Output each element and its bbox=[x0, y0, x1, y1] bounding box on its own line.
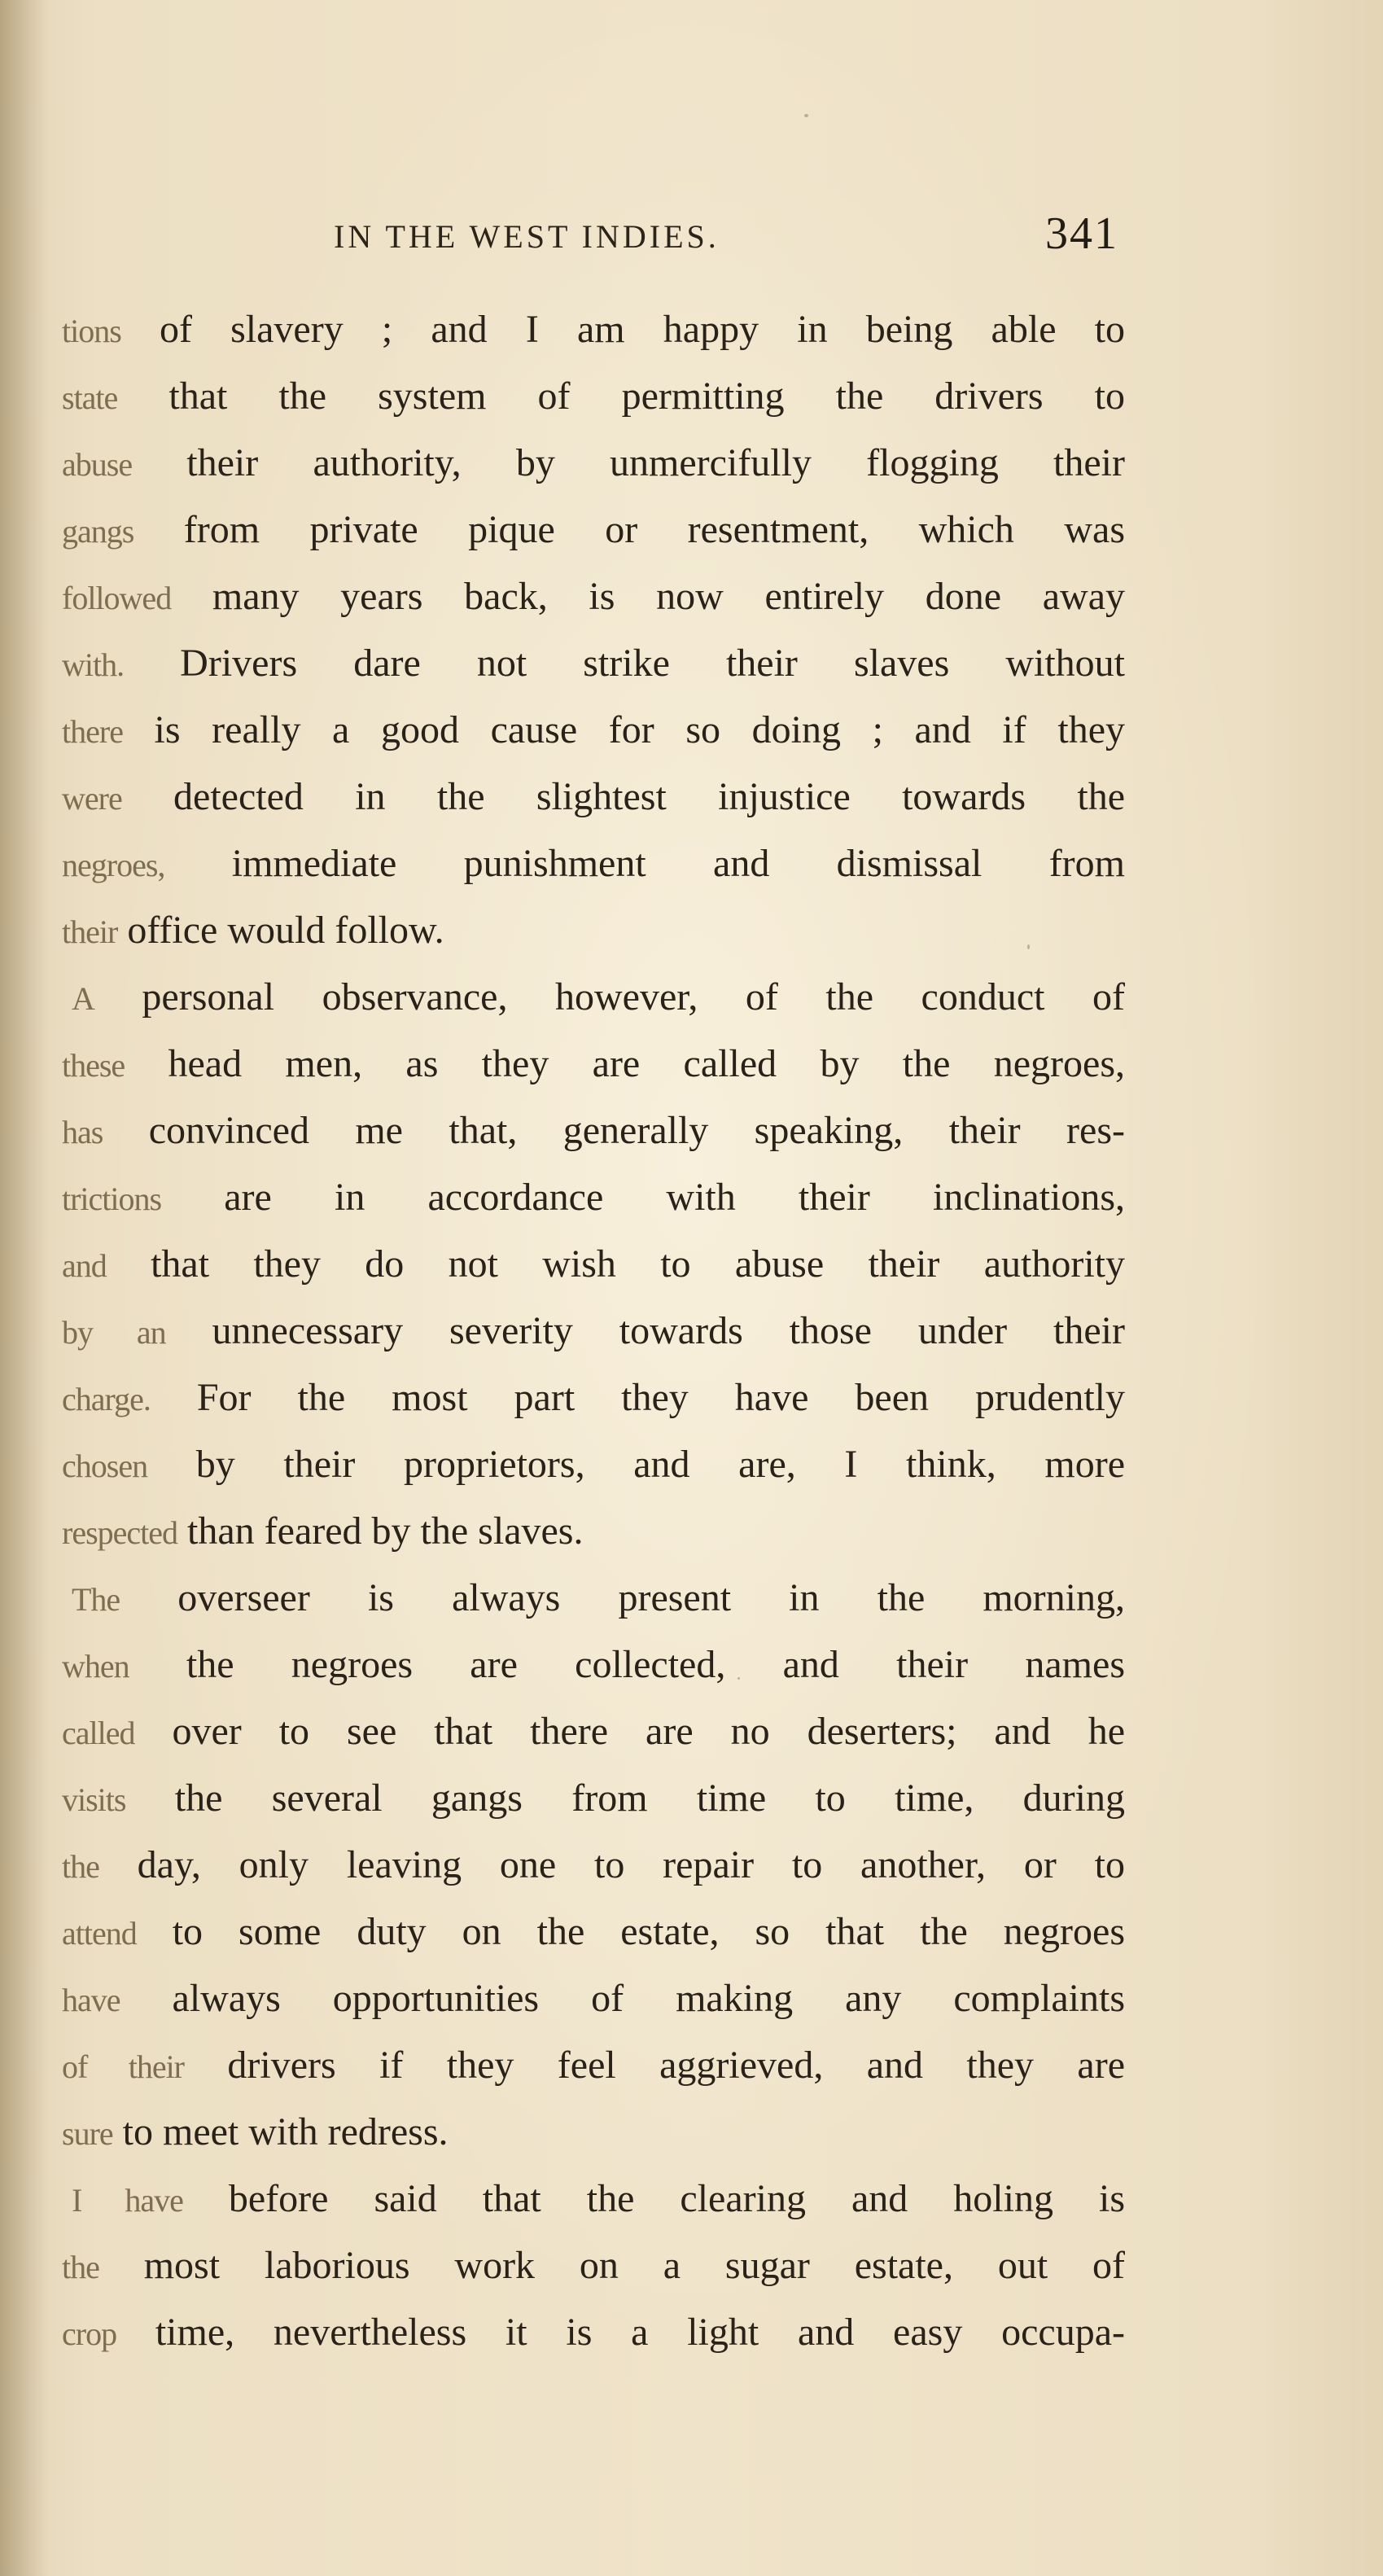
text-line bbox=[62, 1965, 1125, 2032]
paper-speck bbox=[804, 114, 808, 117]
margin-fragment: and bbox=[62, 1247, 107, 1284]
line-text: always opportunities of making any complaints bbox=[120, 1977, 1125, 2020]
line-text: are in accordance with their inclinations, bbox=[161, 1176, 1125, 1219]
line-text: overseer is always present in the morning, bbox=[120, 1576, 1125, 1619]
line-text: personal observance, however, of the conduct of bbox=[94, 975, 1125, 1019]
text-line bbox=[62, 764, 1125, 830]
text-line bbox=[62, 1231, 1125, 1298]
text-line bbox=[62, 1632, 1125, 1698]
text-line bbox=[62, 1698, 1125, 1765]
text-line bbox=[62, 430, 1125, 497]
text-line bbox=[62, 1431, 1125, 1498]
margin-fragment: A bbox=[72, 980, 94, 1017]
gutter-shadow bbox=[0, 0, 49, 2576]
text-line bbox=[62, 897, 1125, 964]
margin-fragment: have bbox=[62, 1982, 120, 2018]
text-line bbox=[62, 1031, 1125, 1097]
line-text: immediate punishment and dismissal from bbox=[164, 842, 1125, 885]
margin-fragment: were bbox=[62, 780, 122, 817]
text-line bbox=[62, 363, 1125, 430]
margin-fragment: has bbox=[62, 1114, 103, 1150]
margin-fragment: gangs bbox=[62, 513, 134, 550]
text-line bbox=[62, 1899, 1125, 1965]
line-text: to meet with redress. bbox=[112, 2110, 449, 2153]
line-text: by their proprietors, and are, I think, more bbox=[147, 1443, 1125, 1486]
line-text: is really a good cause for so doing ; and if they bbox=[122, 708, 1125, 751]
text-line bbox=[62, 2099, 1125, 2166]
margin-fragment: these bbox=[62, 1047, 125, 1084]
line-text: that the system of permitting the drivers to bbox=[117, 375, 1125, 418]
line-text: time, nevertheless it is a light and easy occupa- bbox=[116, 2311, 1125, 2354]
page-number: 341 bbox=[1045, 208, 1118, 259]
line-text: head men, as they are called by the negroes, bbox=[125, 1042, 1125, 1085]
text-line bbox=[62, 2232, 1125, 2299]
margin-fragment: respected bbox=[62, 1514, 178, 1551]
margin-fragment: followed bbox=[62, 580, 172, 616]
text-line bbox=[62, 964, 1125, 1031]
line-text: many years back, is now entirely done away bbox=[171, 575, 1125, 618]
line-text: office would follow. bbox=[117, 909, 444, 952]
text-line bbox=[62, 1365, 1125, 1431]
text-line bbox=[62, 1298, 1125, 1365]
text-line bbox=[62, 2032, 1125, 2099]
margin-fragment: there bbox=[62, 713, 123, 750]
line-text: than feared by the slaves. bbox=[177, 1509, 584, 1553]
running-head bbox=[0, 208, 1383, 265]
margin-fragment: their bbox=[62, 913, 118, 950]
margin-fragment: attend bbox=[62, 1915, 137, 1952]
margin-fragment: state bbox=[62, 379, 118, 416]
margin-fragment: called bbox=[62, 1715, 135, 1751]
line-text: from private pique or resentment, which was bbox=[133, 508, 1125, 551]
line-text: convinced me that, generally speaking, their res- bbox=[103, 1109, 1125, 1152]
margin-fragment: the bbox=[62, 2249, 99, 2285]
text-line bbox=[62, 1832, 1125, 1899]
line-text: of slavery ; and I am happy in being able to bbox=[120, 308, 1125, 351]
margin-fragment: with. bbox=[62, 646, 125, 683]
text-line bbox=[62, 630, 1125, 697]
line-text: their authority, by unmercifully flogging their bbox=[132, 441, 1125, 484]
margin-fragment: tions bbox=[62, 313, 121, 349]
margin-fragment: the bbox=[62, 1848, 99, 1885]
margin-fragment: chosen bbox=[62, 1448, 148, 1484]
text-line bbox=[62, 497, 1125, 563]
line-text: Drivers dare not strike their slaves without bbox=[124, 642, 1125, 685]
line-text: over to see that there are no deserters; and he bbox=[134, 1710, 1125, 1753]
text-line bbox=[62, 1565, 1125, 1632]
margin-fragment: crop bbox=[62, 2315, 117, 2352]
margin-fragment: when bbox=[62, 1648, 129, 1684]
running-title: IN THE WEST INDIES. bbox=[334, 218, 720, 255]
line-text: to some duty on the estate, so that the negroes bbox=[136, 1910, 1125, 1953]
text-line bbox=[62, 1097, 1125, 1164]
text-line bbox=[62, 1498, 1125, 1565]
text-line bbox=[62, 697, 1125, 764]
margin-fragment: trictions bbox=[62, 1181, 162, 1217]
line-text: unnecessary severity towards those under their bbox=[165, 1309, 1125, 1352]
line-text: day, only leaving one to repair to another, or to bbox=[98, 1843, 1125, 1886]
margin-fragment: of their bbox=[62, 2048, 185, 2085]
margin-fragment: charge. bbox=[62, 1381, 151, 1417]
text-line bbox=[62, 1164, 1125, 1231]
line-text: the several gangs from time to time, during bbox=[125, 1776, 1125, 1820]
body-text bbox=[62, 296, 1125, 2366]
text-line bbox=[62, 563, 1125, 630]
margin-fragment: sure bbox=[62, 2115, 113, 2152]
text-line bbox=[62, 1765, 1125, 1832]
margin-fragment: abuse bbox=[62, 446, 133, 483]
margin-fragment: by an bbox=[62, 1314, 166, 1351]
margin-fragment: visits bbox=[62, 1781, 126, 1818]
text-line bbox=[62, 2299, 1125, 2366]
line-text: before said that the clearing and holing is bbox=[182, 2177, 1126, 2220]
margin-fragment: negroes, bbox=[62, 847, 165, 883]
margin-fragment: The bbox=[72, 1581, 120, 1618]
line-text: the negroes are collected, and their names bbox=[129, 1643, 1125, 1686]
text-line bbox=[62, 830, 1125, 897]
line-text: drivers if they feel aggrieved, and they are bbox=[184, 2044, 1126, 2087]
margin-fragment: I have bbox=[72, 2182, 183, 2219]
text-line bbox=[62, 296, 1125, 363]
line-text: For the most part they have been prudently bbox=[150, 1376, 1125, 1419]
line-text: detected in the slightest injustice towards the bbox=[121, 775, 1125, 818]
line-text: that they do not wish to abuse their authority bbox=[106, 1242, 1125, 1286]
text-line bbox=[62, 2166, 1125, 2232]
line-text: most laborious work on a sugar estate, out of bbox=[98, 2244, 1125, 2287]
